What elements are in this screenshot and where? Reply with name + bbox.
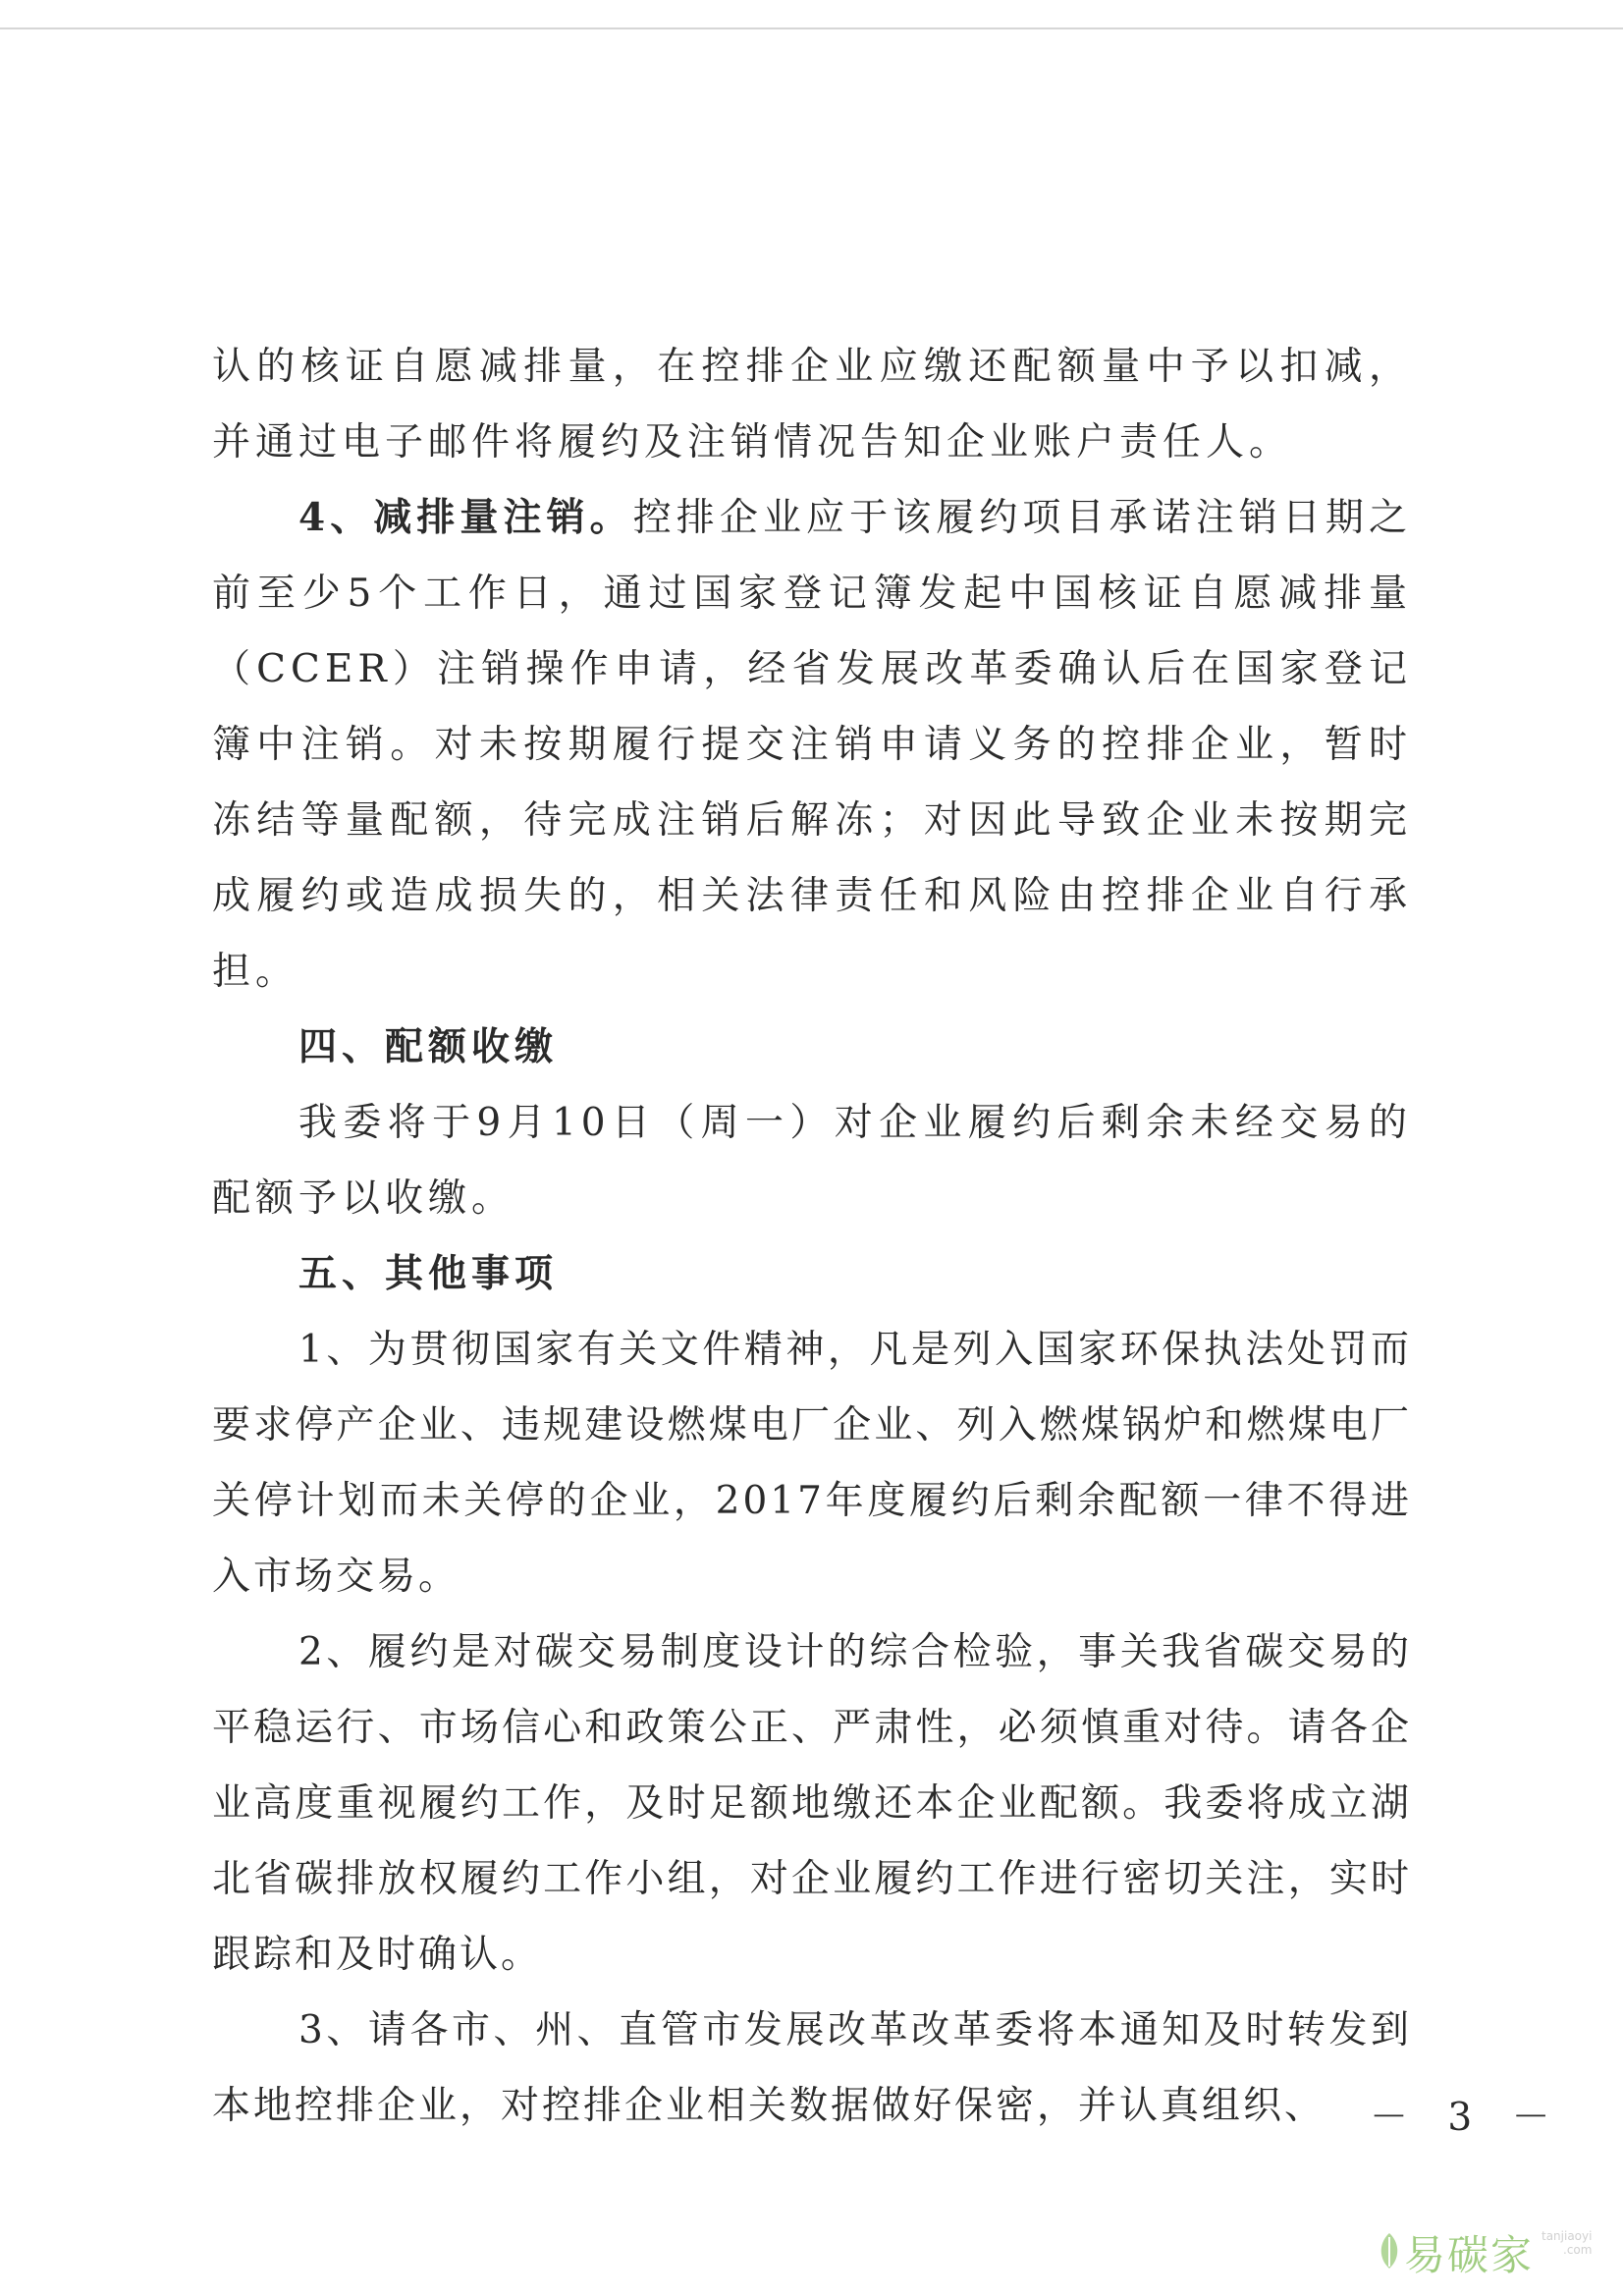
paragraph-text: 我委将于9月10日（周一）对企业履约后剩余未经交易的配额予以收缴。 [212,1101,1412,1221]
watermark-domain-line1: tanjiaoyi [1542,2229,1593,2243]
paragraph-text: 2、履约是对碳交易制度设计的综合检验，事关我省碳交易的平稳运行、市场信心和政策公正、严肃性，必须慎重对待。请各企业高度重视履约工作，及时足额地缴还本企业配额。我委将成立湖北省碳排放权履约工作小组，对企业履约工作进行密切关注，实时跟踪和及时确认。 [212,1630,1412,1977]
leaf-icon [1375,2231,1404,2270]
paragraph-other-3 [212,1993,1412,2144]
watermark-domain-line2: .com [1563,2243,1593,2257]
top-border-line [0,27,1623,29]
item-4-title: 4、减排量注销。 [298,495,633,540]
paragraph-other-2 [212,1614,1412,1993]
paragraph-text: 3、请各市、州、直管市发展改革改革委将本通知及时转发到本地控排企业，对控排企业相关数据做好保密，并认真组织、 [212,2008,1412,2128]
watermark-brand: 易碳家 [1404,2231,1535,2279]
paragraph-text: 控排企业应于该履约项目承诺注销日期之前至少5个工作日，通过国家登记簿发起中国核证自愿减排量（CCER）注销操作申请，经省发展改革委确认后在国家登记簿中注销。对未按期履行提交注销申请义务的控排企业，暂时冻结等量配额，待完成注销后解冻；对因此导致企业未按期完成履约或造成损失的，相关法律责任和风险由控排企业自行承担。 [212,496,1412,994]
section-heading-quota-collection: 四、配额收缴 [298,1024,559,1069]
document-body [212,329,1412,2144]
paragraph-text: 认的核证自愿减排量，在控排企业应缴还配额量中予以扣减，并通过电子邮件将履约及注销情况告知企业账户责任人。 [212,345,1412,465]
paragraph-continuation [212,329,1412,480]
paragraph-item-4 [212,480,1412,1010]
section-heading-other-matters: 五、其他事项 [298,1251,559,1296]
watermark-domain [1542,2229,1592,2257]
paragraph-text: 1、为贯彻国家有关文件精神，凡是列入国家环保执法处罚而要求停产企业、违规建设燃煤电厂企业、列入燃煤锅炉和燃煤电厂关停计划而未关停的企业，2017年度履约后剩余配额一律不得进入市场交易。 [212,1328,1412,1599]
watermark-logo [1375,2221,1610,2280]
page-number: － 3 － [1370,2096,1564,2140]
paragraph-quota-collection [212,1085,1412,1236]
paragraph-other-1 [212,1312,1412,1614]
